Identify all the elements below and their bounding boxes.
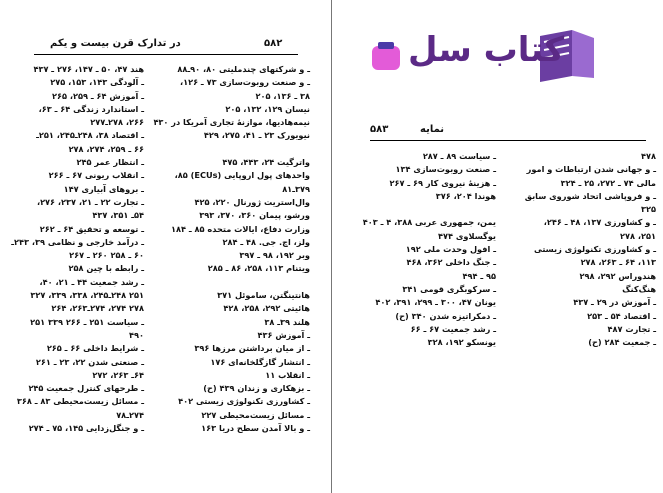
index-entry <box>150 276 310 289</box>
index-entry: ورشو، پیمان ۳۶۰، ۳۷۰، ۳۹۳ <box>199 210 310 221</box>
index-entry: ۲۵۱، ۲۷۸ <box>620 230 656 241</box>
index-entry: ـ انقلاب ۱۱ <box>265 369 310 380</box>
page-number-right: ۵۸۳ <box>370 124 389 135</box>
index-entry: ـ انتشار گازگلخانه‌ای ۱۷۶ <box>210 356 310 367</box>
index-entry: ـ مسائل زیست‌محیطی ۸۳ ـ ۳۶۸ <box>16 396 144 407</box>
index-entry: ـ آموزش ۴۳۶ <box>257 329 310 340</box>
index-entry: ۳۸ ـ ۱۳۶، ۲۰۵ <box>255 90 310 101</box>
index-column-left-left-page <box>11 63 144 435</box>
index-entry: ـ رابطه با چین ۲۵۸ <box>68 263 144 274</box>
index-entry: ـ اقتصاد ۳۸، ۲۴۸ـ۲۴۵، ۲۵۱ـ <box>36 130 144 141</box>
index-entry: ـ توسعه و تحقیق ۶۴ ـ ۲۶۲ <box>39 223 144 234</box>
index-entry: وبر ۱۹۲، ۹۸ ـ ۳۹۷ <box>239 250 310 261</box>
index-entry: ـ رشد جمعیت ۶۷ ـ ۶۶ <box>410 323 496 334</box>
index-entry: ـ بزهکاری و زندان ۴۳۹ (ح) <box>203 383 310 394</box>
index-entry: ۶۰ ـ ۲۵۸ ۲۶۰ ـ ۲۶۷ <box>69 250 144 261</box>
index-entry: یونسکو ۱۹۲، ۳۲۸ <box>427 337 496 348</box>
index-entry <box>150 143 310 156</box>
index-column-right-right-page <box>506 150 656 349</box>
index-entry: وزارت دفاع، ایالات متحده ۸۵ ـ ۱۸۴ <box>171 223 310 234</box>
index-entry: یونان ۴۷، ۳۰۰ ـ ۲۹۹، ۳۹۱، ۴۰۲ <box>375 297 496 308</box>
index-entry: ـ صنعت روبوت‌سازی ۱۳۴ <box>395 164 496 175</box>
index-entry: واترگیت ۲۴، ۴۴۳، ۴۷۵ <box>222 157 310 168</box>
index-column-left-right-page <box>362 150 496 349</box>
index-entry: ـ مسائل زیست‌محیطی ۲۲۷ <box>201 409 310 420</box>
header-rule-left <box>34 54 298 55</box>
index-entry: ۵۴ـ ۳۵۱، ۴۳۷ <box>92 210 144 221</box>
index-entry: ـ آلودگی ۱۴۳، ۱۵۳، ۲۷۵ <box>50 77 144 88</box>
index-entry: ۶۴ـ ۲۶۳، ۲۷۲ <box>92 369 144 380</box>
index-entry: ـ اقتصاد ۵۴ ـ ۲۵۳ <box>587 310 656 321</box>
index-entry: ـ انتظار عمر ۲۴۵ <box>76 157 144 168</box>
index-entry: ـ سیاست ۸۹ ـ ۲۸۷ <box>422 151 496 161</box>
index-entry: ـ رشد جمعیت ۴۴ ـ ۲۱، ۴۰، <box>39 276 144 287</box>
index-entry: واحدهای پول اروپایی (ECUs) ۸۵، <box>174 170 310 181</box>
index-entry: ۶۶ ـ ۲۵۹، ۲۷۴، ۲۷۸ <box>68 143 144 154</box>
index-entry: ـ صنعتی شدن ۲۲، ۲۳ ـ ۲۶۱ <box>35 356 144 367</box>
index-entry: ویتنام ۱۱۳، ۲۵۸، ۸۶ ـ ۲۸۵ <box>207 263 310 274</box>
index-entry: ـ آموزش در ۲۹ ـ ۴۳۷ <box>573 297 656 308</box>
index-entry: ـ افول وحدت ملی ۱۹۲ <box>405 244 496 255</box>
index-entry: یمن، جمهوری عربی ۳۸۸، ۴ ـ ۴۰۳ <box>362 217 496 228</box>
index-entry: ـ کشاورزی تکنولوژی زیستی ۴۰۲ <box>178 396 310 407</box>
index-entry: ـ و کشاورزی ۱۳۷، ۴۸ ـ ۲۴۶، <box>543 217 656 228</box>
index-entry: ۲۵۱ ۲۴۸ـ۲۴۵، ۳۳۸، ۳۳۹، ۳۲۷ <box>30 290 144 301</box>
index-entry <box>366 203 496 216</box>
index-entry: ۱۱۳، ۶۴ ـ ۲۶۳، ۲۷۸ <box>580 257 656 268</box>
index-entry: هند ۴۷، ۵۰ ـ ۱۴۷، ۲۷۶ ـ ۴۳۷ <box>33 64 144 74</box>
index-entry: هنگ‌کنگ <box>622 283 656 294</box>
index-entry: ـ و جنگل‌زدایی ۱۴۵، ۷۵ ـ ۲۷۴ <box>28 423 144 434</box>
index-entry: ۲۷۴ـ۷۸ <box>116 409 144 420</box>
index-entry: ـ استاندارد زندگی ۶۴ ـ ۶۳، <box>38 103 144 114</box>
index-entry: ـ سیاست ۲۵۱ ـ ۲۶۶ ۳۳۹ ۲۵۱ <box>30 316 144 327</box>
index-entry: مالی ۷۴ ـ ۲۷۲، ۲۵ ـ ۳۲۴ <box>560 177 656 188</box>
index-entry: ـ شرایط داخلی ۶۶ ـ ۲۶۵ <box>46 343 144 354</box>
index-entry: یوگسلاوی ۴۷۴ <box>438 230 496 241</box>
index-entry: ـ دمکراتیزه شدن ۳۴۰ (ح) <box>395 310 496 321</box>
index-entry: ـ و جهانی شدن ارتباطات و امور <box>526 164 656 175</box>
index-entry: هانتینگتن، ساموئل ۳۷۱ <box>217 290 310 301</box>
index-entry: ـ و کشاورزی تکنولوژی زیستی <box>534 244 656 255</box>
index-entry: وال‌استریت ژورنال ۲۲۰، ۴۲۵ <box>194 196 310 207</box>
index-entry: ـ جنگ داخلی ۳۶۲، ۴۶۸ <box>406 257 496 268</box>
index-entry: ـ و بالا آمدن سطح دریا ۱۶۳ <box>201 423 310 434</box>
index-entry: هندوراس ۲۹۲، ۲۹۸ <box>579 270 656 281</box>
running-title-left: در تدارک قرن بیست و یکم <box>50 38 181 49</box>
index-entry: ـ طرحهای کنترل جمعیت ۲۴۵ <box>28 383 144 394</box>
index-entry: ـ بروهای آبیاری ۱۴۷ <box>63 183 144 194</box>
index-entry: ۳۲۵ <box>641 204 656 215</box>
index-entry: نیویورک ۲۳ ـ ۴۱، ۲۷۵، ۴۲۹ <box>203 130 310 141</box>
index-entry: هائیتی ۲۹۲، ۲۵۸، ۴۲۸ <box>223 303 310 314</box>
index-entry: ـ تجارت ۲۲ ـ ۲۱، ۲۳۷، ۲۷۶، <box>36 196 144 207</box>
logo-text: کتاب سل <box>408 30 565 70</box>
index-entry: ـ درآمد خارجی و نظامی ۳۹، ۲۴۳ـ <box>11 236 144 247</box>
index-entry: هلند ۳۹ـ ۳۸ <box>264 316 310 327</box>
index-column-right-left-page <box>150 63 310 435</box>
index-entry: نیسان ۱۲۹، ۱۳۲، ۲۰۵ <box>225 103 310 114</box>
index-entry: نیمه‌هادیها، موازنهٔ تجاری آمریکا در ۴۳۰ <box>153 117 310 128</box>
index-entry: ـ آموزش ۶۴ ـ ۲۵۹، ۲۶۵ <box>52 90 144 101</box>
running-title-right: نمایه <box>420 124 445 135</box>
index-entry: ولز، اچ. جی. ۴۸ ـ ۲۸۴ <box>222 236 310 247</box>
index-entry: ـ و فروپاشی اتحاد شوروی سابق <box>524 190 656 201</box>
index-entry: ۴۷۸ <box>641 151 656 161</box>
index-entry: ـ هزینهٔ نیروی کار ۶۹ ـ ۲۶۷ <box>389 177 496 188</box>
index-entry: هوندا ۲۰۴، ۳۷۶ <box>435 190 496 201</box>
index-entry: ۲۶۶، ۲۷۸ـ۲۷۷ <box>90 117 144 128</box>
index-entry: ـ انقلاب ریونی ۶۷ ـ ۲۶۶ <box>48 170 144 181</box>
index-entry: ـ تجارت ۴۸۷ <box>607 323 656 334</box>
index-entry: ـ و شرکتهای چندملیتی ۸۰، ۹۰ـ۸۸ <box>177 64 310 74</box>
logo-badge <box>372 46 400 70</box>
page-number-left: ۵۸۲ <box>264 38 283 49</box>
index-entry: ۴۹۰ <box>129 329 144 340</box>
index-entry: ۹۵ ـ ۴۹۴ <box>462 270 496 281</box>
index-entry: ـ از میان برداشتن مرزها ۳۹۶ <box>194 343 310 354</box>
index-entry: ـ سرکوبگری قومی ۳۴۱ <box>402 283 496 294</box>
index-entry: ـ و صنعت روبوت‌سازی ۷۳ ـ ۱۲۶، <box>179 77 310 88</box>
index-entry: ۲۷۸ ۲۷۴، ۲۷۴ـ۲۶۳، ۲۶۴ <box>51 303 144 314</box>
header-rule-right <box>370 140 646 141</box>
index-entry: ۳۷۹ـ۸۱ <box>282 183 310 194</box>
index-entry: ـ جمعیت ۲۸۴ (ح) <box>588 337 656 348</box>
